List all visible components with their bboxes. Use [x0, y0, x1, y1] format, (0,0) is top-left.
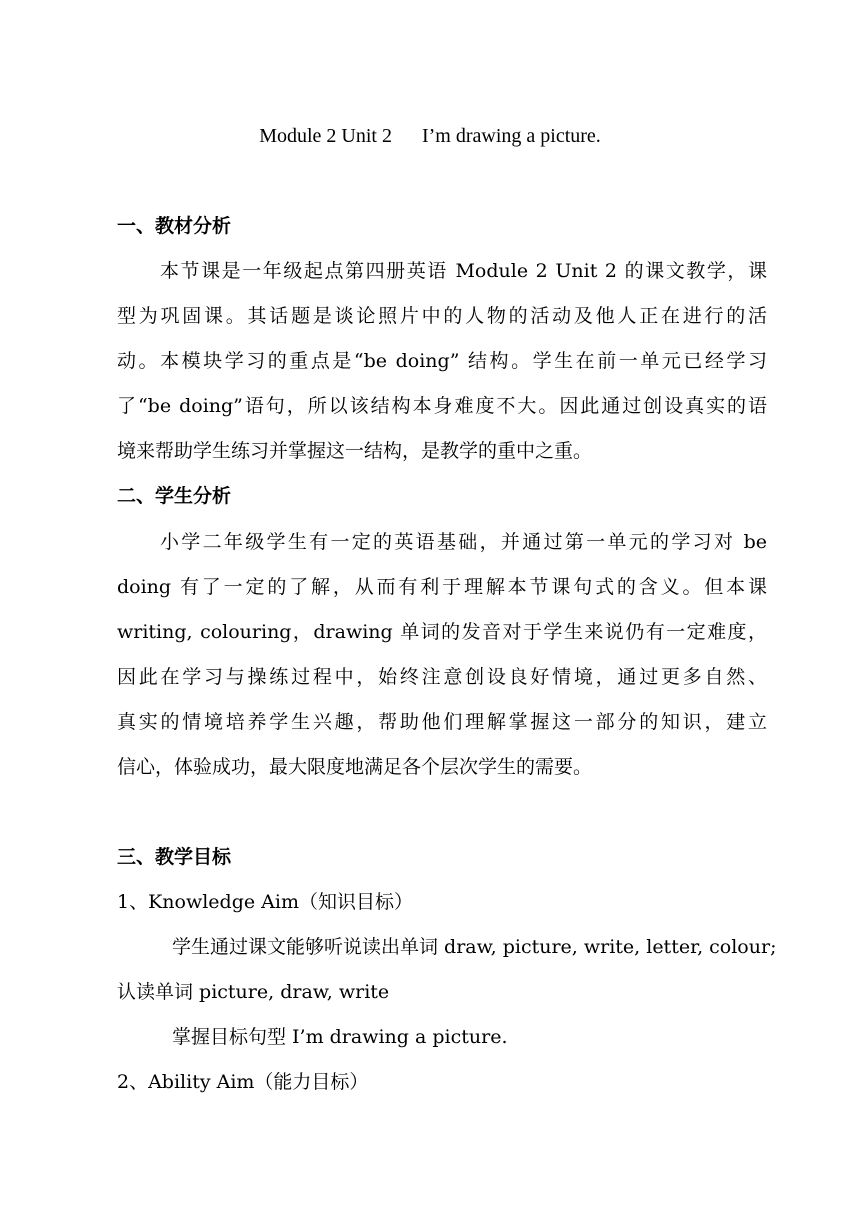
- aim-knowledge: 1、Knowledge Aim（知识目标）: [117, 891, 413, 913]
- paragraph-line: 真实的情境培养学生兴趣，帮助他们理解掌握这一部分的知识，建立: [117, 711, 767, 733]
- paragraph-line: 型为巩固课。其话题是谈论照片中的人物的活动及他人正在进行的活: [117, 305, 767, 327]
- paragraph-line: 境来帮助学生练习并掌握这一结构，是教学的重中之重。: [117, 440, 593, 462]
- paragraph-line: 了“be doing”语句，所以该结构本身难度不大。因此通过创设真实的语: [117, 395, 767, 417]
- paragraph-line: 信心，体验成功，最大限度地满足各个层次学生的需要。: [117, 756, 593, 778]
- paragraph-line: 学生通过课文能够听说读出单词 draw, picture, write, letter, colour;: [172, 936, 777, 958]
- paragraph-line: 小学二年级学生有一定的英语基础，并通过第一单元的学习对 be: [160, 531, 767, 553]
- section-heading-teaching-objectives: 三、教学目标: [117, 846, 232, 868]
- paragraph-line: 掌握目标句型 I’m drawing a picture.: [172, 1026, 508, 1048]
- title-sentence: I’m drawing a picture.: [421, 125, 601, 147]
- section-heading-student-analysis: 二、学生分析: [117, 485, 232, 507]
- paragraph-line: doing 有了一定的了解，从而有利于理解本节课句式的含义。但本课: [117, 576, 767, 598]
- aim-ability: 2、Ability Aim（能力目标）: [117, 1071, 369, 1093]
- paragraph-line: writing, colouring，drawing 单词的发音对于学生来说仍有一定难度，: [117, 621, 767, 643]
- paragraph-line: 认读单词 picture, draw, write: [117, 981, 390, 1003]
- page-title: [0, 124, 860, 148]
- paragraph-line: 本节课是一年级起点第四册英语 Module 2 Unit 2 的课文教学，课: [160, 260, 767, 282]
- title-unit: Module 2 Unit 2: [259, 125, 392, 147]
- paragraph-line: 因此在学习与操练过程中，始终注意创设良好情境，通过更多自然、: [117, 666, 767, 688]
- section-heading-textbook-analysis: 一、教材分析: [117, 215, 232, 237]
- paragraph-line: 动。本模块学习的重点是“be doing” 结构。学生在前一单元已经学习: [117, 350, 767, 372]
